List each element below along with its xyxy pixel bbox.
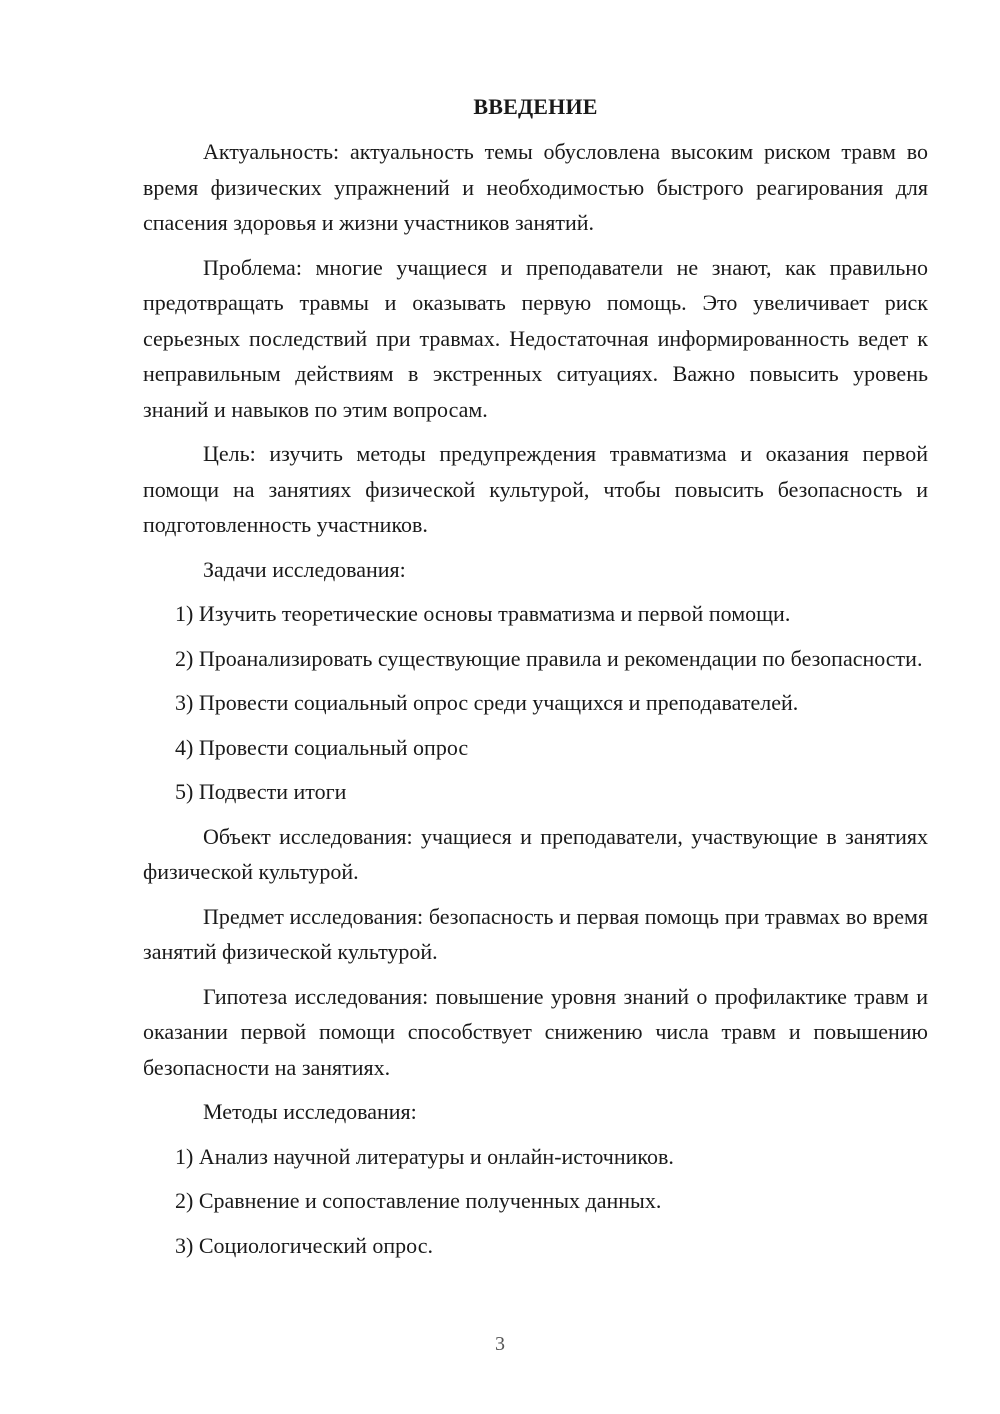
hypothesis-paragraph: Гипотеза исследования: повышение уровня знаний о профилактике травм и оказании первой помощи способствует снижению числа травм и повышению безопасности на занятиях. [143,983,928,1080]
task-item: 5) Подвести итоги [175,779,347,804]
subject-paragraph: Предмет исследования: безопасность и первая помощь при травмах во время занятий физической культурой. [143,903,928,964]
goal-paragraph: Цель: изучить методы предупреждения травматизма и оказания первой помощи на занятиях физической культурой, чтобы повысить безопасность и подготовленность участников. [143,441,928,537]
tasks-heading: Задачи исследования: [203,556,406,582]
relevance-paragraph: Актуальность: актуальность темы обусловлена высоким риском травм во время физических упражнений и необходимостью быстрого реагирования для спасения здоровья и жизни участников занятий. [143,139,928,235]
document-page [143,92,928,1272]
method-item: 2) Сравнение и сопоставление полученных данных. [175,1188,662,1213]
task-item: 2) Проанализировать существующие правила и рекомендации по безопасности. [175,645,923,671]
task-item: 1) Изучить теоретические основы травматизма и первой помощи. [175,601,791,626]
problem-paragraph: Проблема: многие учащиеся и преподаватели не знают, как правильно предотвращать травмы и оказывать первую помощь. Это увеличивает риск серьезных последствий при травмах. Недостаточная информированность ведет к неправильным действиям в экстренных ситуациях. Важно повысить уровень знаний и навыков по этим вопросам. [143,254,928,422]
object-paragraph: Объект исследования: учащиеся и преподаватели, участвующие в занятиях физической культурой. [143,823,928,884]
task-item: 3) Провести социальный опрос среди учащихся и преподавателей. [175,690,799,715]
method-item: 3) Социологический опрос. [175,1232,433,1258]
methods-heading: Методы исследования: [203,1099,417,1124]
task-item: 4) Провести социальный опрос [175,734,469,760]
tasks-list [143,596,928,810]
page-title: ВВЕДЕНИЕ [473,94,598,119]
page-number: 3 [495,1333,505,1355]
methods-list [143,1139,928,1264]
method-item: 1) Анализ научной литературы и онлайн-источников. [175,1143,674,1169]
